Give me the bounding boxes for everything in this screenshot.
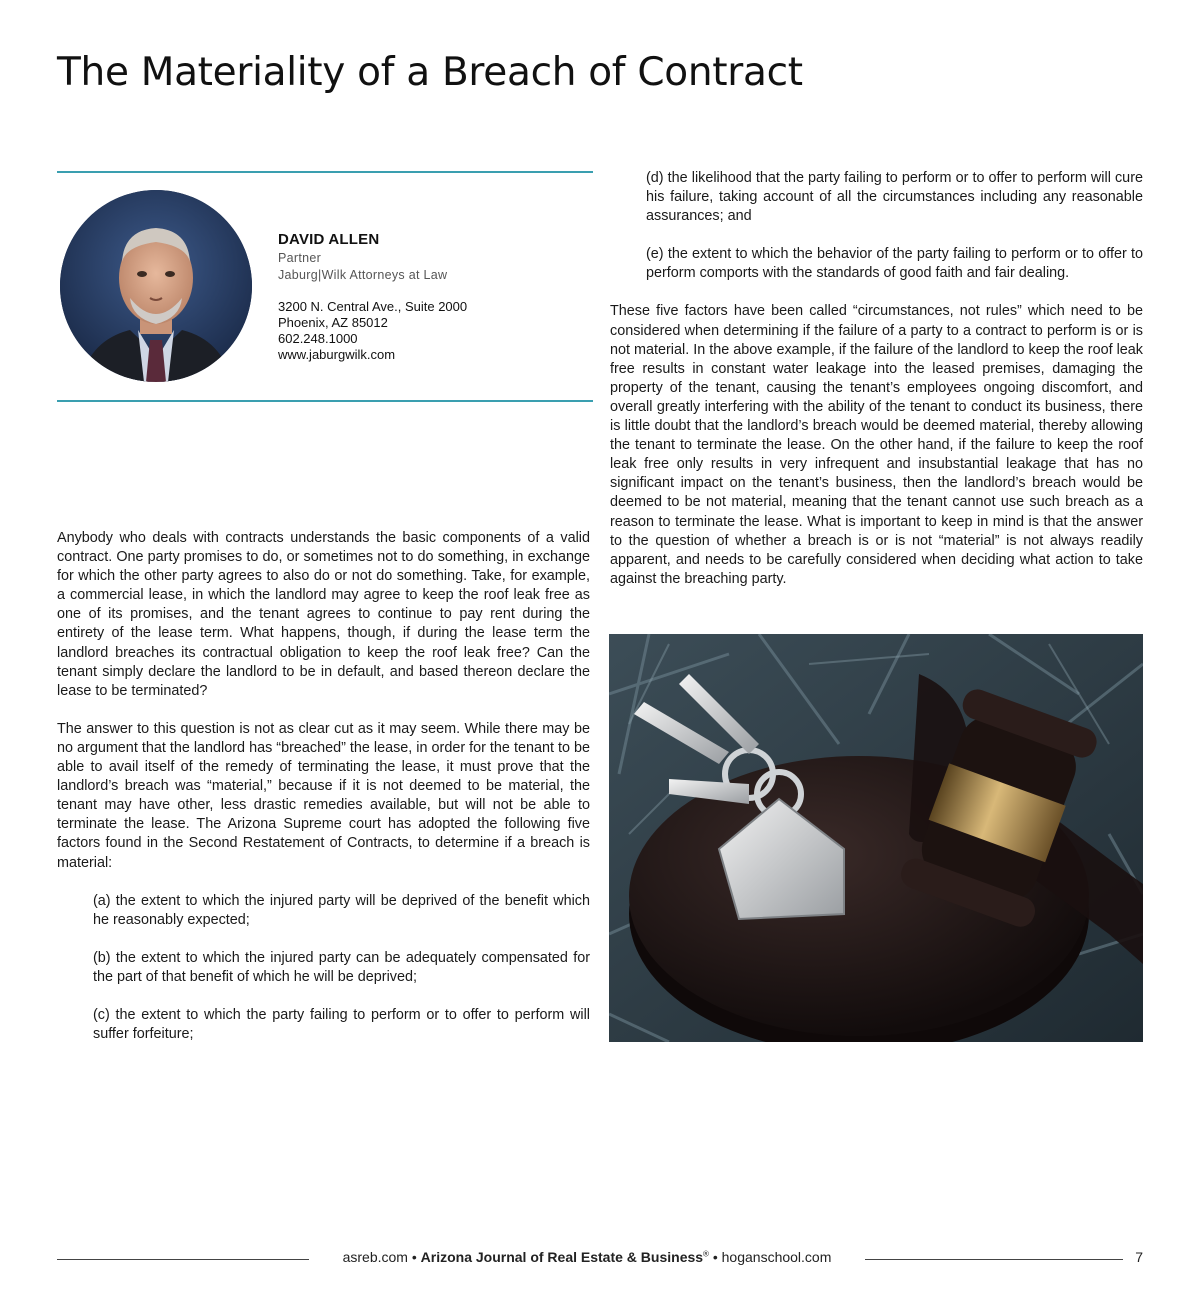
author-phone: 602.248.1000 xyxy=(278,331,358,346)
author-role: Partner xyxy=(278,251,322,265)
page-footer xyxy=(57,1248,1143,1268)
author-portrait-icon xyxy=(60,190,252,382)
author-website[interactable]: www.jaburgwilk.com xyxy=(278,347,396,362)
article-image xyxy=(609,634,1143,1042)
footer-bullet: • xyxy=(712,1249,718,1265)
author-box-bottom-rule xyxy=(57,400,593,402)
factor-e: (e) the extent to which the behavior of the party failing to perform or to offer to perform comports with the standards of good faith and fair dealing. xyxy=(646,246,1143,282)
factor-b: (b) the extent to which the injured party can be adequately compensated for the part of that benefit of which he will be deprived; xyxy=(93,949,590,985)
page-number: 7 xyxy=(1135,1249,1143,1265)
gavel-and-house-keys-icon xyxy=(609,634,1143,1042)
author-photo xyxy=(60,190,252,382)
factor-c: (c) the extent to which the party failing to perform or to offer to perform will suffer forfeiture; xyxy=(93,1006,590,1043)
author-box-top-rule xyxy=(57,171,593,173)
footer-site-hoganschool[interactable]: hoganschool.com xyxy=(721,1249,832,1265)
author-firm: Jaburg|Wilk Attorneys at Law xyxy=(278,268,448,282)
footer-rule-left xyxy=(57,1259,309,1260)
author-info xyxy=(278,231,467,363)
factor-a: (a) the extent to which the injured party will be deprived of the benefit which he reasonably expected; xyxy=(93,892,590,928)
paragraph: The answer to this question is not as clear cut as it may seem. While there may be no argument that the landlord has “breached” the lease, in order for the tenant to be able to avail itself of the remedy of terminating the lease, it must prove that the landlord’s breach was “material,” because if it is not deemed to be material, the tenant may have other, less drastic remedies available, but will not be able to terminate the lease. The Arizona Supreme court has adopted the following five factors found in the Second Restatement of Contracts, to determine if a breach is material: xyxy=(57,720,590,871)
right-column xyxy=(610,169,1143,589)
registered-mark: ® xyxy=(703,1249,709,1259)
paragraph: Anybody who deals with contracts understands the basic components of a valid contract. One party promises to do, or sometimes not to do something, in exchange for which the other party agrees to also do or not do something. Take, for example, a commercial lease, in which the landlord may agree to keep the roof leak free as one of its promises, and the tenant agrees to continue to pay rent during the entirety of the lease term. What happens, though, if during the lease term the landlord breaches its contractual obligation to keep the roof leak free? Can the tenant simply declare the landlord to be in default, and based thereon declare the lease to be terminated? xyxy=(57,530,590,699)
footer-rule-right xyxy=(865,1259,1123,1260)
article-title: The Materiality of a Breach of Contract xyxy=(57,50,803,95)
footer-site-asreb[interactable]: asreb.com xyxy=(342,1249,408,1265)
author-address-line1: 3200 N. Central Ave., Suite 2000 xyxy=(278,299,468,314)
author-contact xyxy=(278,299,467,363)
footer-bullet: • xyxy=(411,1249,417,1265)
footer-journal-name: Arizona Journal of Real Estate & Business xyxy=(420,1249,704,1265)
left-column xyxy=(57,529,590,1044)
footer-credits xyxy=(309,1249,865,1265)
paragraph: These five factors have been called “circumstances, not rules” which need to be considered when determining if the failure of a party to a contract to perform is or is not material. In the above example, if the failure of the landlord to keep the roof leak free results in constant water leakage into the leased premises, damaging the property of the tenant, causing the tenant’s employees ongoing discomfort, and overall greatly interfering with the ability of the tenant to conduct its business, there is little doubt that the landlord’s breach would be deemed material, thereby allowing the tenant to terminate the lease. On the other hand, if the failure to keep the roof leak free only results in very infrequent and insubstantial leakage that has no significant impact on the tenant’s business, then the landlord’s breach would be deemed to be not material, meaning that the tenant cannot use such breach as a reason to terminate the lease. What is important to keep in mind is that the answer to the question of whether a breach is or is not “material” is not always readily apparent, and needs to be carefully considered when deciding what action to take against the breaching party. xyxy=(610,303,1143,587)
author-name: DAVID ALLEN xyxy=(278,231,380,248)
author-address-line2: Phoenix, AZ 85012 xyxy=(278,315,388,330)
factor-d: (d) the likelihood that the party failing to perform or to offer to perform will cure his failure, taking account of all the circumstances including any reasonable assurances; and xyxy=(646,170,1143,225)
